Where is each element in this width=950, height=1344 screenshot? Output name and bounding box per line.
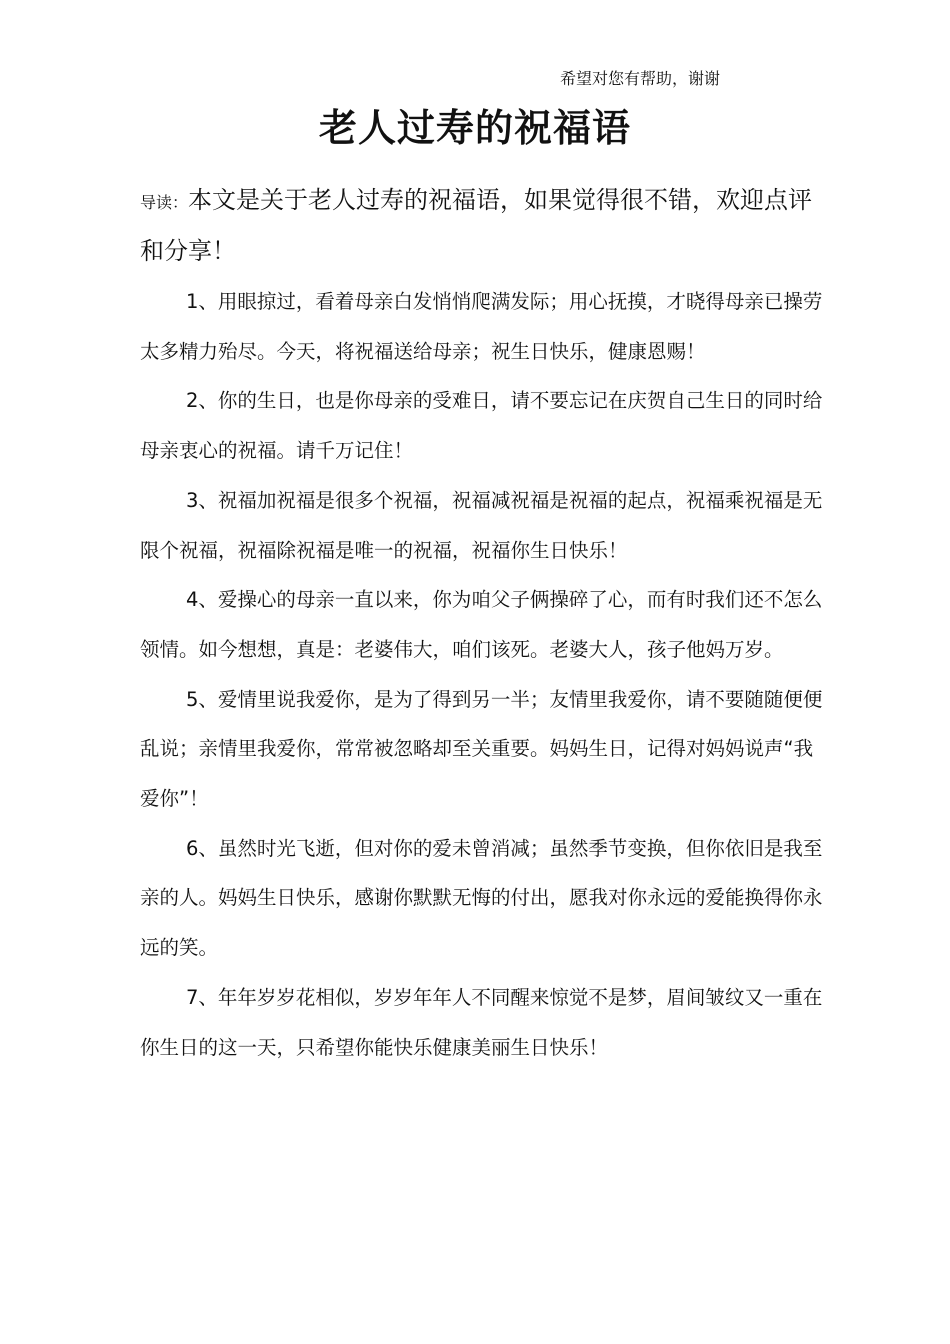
list-item: 3、祝福加祝福是很多个祝福，祝福减祝福是祝福的起点，祝福乘祝福是无限个祝福，祝福除祝福是唯一的祝福，祝福你生日快乐！ [140,488,823,562]
header-note: 希望对您有帮助，谢谢 [560,69,721,88]
list-item: 4、爱操心的母亲一直以来，你为咱父子俩操碎了心，而有时我们还不怎么领情。如今想想，真是：老婆伟大，咱们该死。老婆大人，孩子他妈万岁。 [140,588,823,661]
intro-text: 本文是关于老人过寿的祝福语，如果觉得很不错，欢迎点评和分享！ [140,186,813,265]
intro-label: 导读： [140,193,189,212]
blessings-list [140,277,825,1072]
list-item: 7、年年岁岁花相似，岁岁年年人不同醒来惊觉不是梦，眉间皱纹又一重在你生日的这一天，只希望你能快乐健康美丽生日快乐！ [140,985,823,1059]
list-item: 5、爱情里说我爱你，是为了得到另一半；友情里我爱你，请不要随随便便乱说；亲情里我爱你，常常被忽略却至关重要。妈妈生日，记得对妈妈说声“我爱你”！ [140,687,823,811]
list-item: 1、用眼掠过，看着母亲白发悄悄爬满发际；用心抚摸，才晓得母亲已操劳太多精力殆尽。今天，将祝福送给母亲；祝生日快乐，健康恩赐！ [140,290,823,363]
list-item: 6、虽然时光飞逝，但对你的爱未曾消减；虽然季节变换，但你依旧是我至亲的人。妈妈生日快乐，感谢你默默无悔的付出，愿我对你永远的爱能换得你永远的笑。 [140,836,823,960]
intro-paragraph [140,176,825,276]
list-item: 2、你的生日，也是你母亲的受难日，请不要忘记在庆贺自己生日的同时给母亲衷心的祝福。请千万记住！ [140,389,823,463]
page-title: 老人过寿的祝福语 [318,106,631,150]
